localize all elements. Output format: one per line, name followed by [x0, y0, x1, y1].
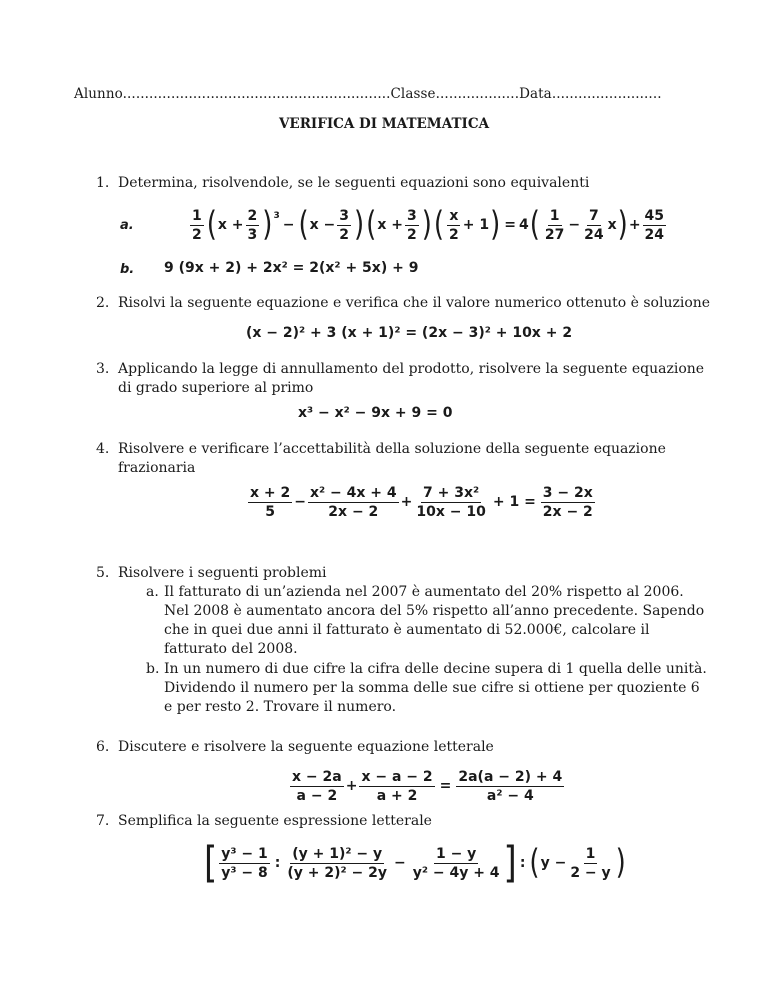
problem-text: e per resto 2. Trovare il numero. [164, 699, 397, 715]
question-5 [96, 564, 327, 583]
page-title: VERIFICA DI MATEMATICA [278, 116, 490, 132]
question-text: Applicando la legge di annullamento del prodotto, risolvere la seguente equazione [118, 361, 705, 377]
question-number: 3. [96, 361, 110, 377]
question-number: 6. [96, 739, 110, 755]
problem-a [146, 583, 704, 659]
expression-7: [ $\frac{\text{y³ − 1}}{\text{y³ − 8}}$ : $\frac{\text{(y + 1)² − y}}{\text{(y + 2)² − 2y}}$ − $\frac{1 - y}{\text{y² − 4y + 4}}$ ] : ( y − $\frac{1}{2 - y}$ ) [204, 838, 626, 888]
item-label: a. [146, 584, 159, 600]
item-label: b. [120, 262, 135, 277]
question-text: Risolvere e verificare l’accettabilità della soluzione della seguente equazione [118, 441, 666, 457]
student-info-line: Alunno.............................................................Classe...................Data......................... [74, 86, 662, 102]
item-label: a. [120, 218, 134, 233]
problem-text: In un numero di due cifre la cifra delle decine supera di 1 quella delle unità. [164, 661, 707, 677]
question-3 [96, 360, 704, 398]
problem-text: Nel 2008 è aumentato ancora del 5% rispetto all’anno precedente. Sapendo [164, 603, 705, 619]
question-number: 2. [96, 295, 110, 311]
problem-b [146, 660, 707, 717]
question-number: 7. [96, 813, 110, 829]
question-2 [96, 294, 710, 313]
question-text: Discutere e risolvere la seguente equazione letterale [118, 739, 494, 755]
question-number: 4. [96, 441, 110, 457]
question-text: di grado superiore al primo [118, 380, 314, 396]
question-4 [96, 440, 666, 478]
problem-text: Il fatturato di un’azienda nel 2007 è aumentato del 20% rispetto al 2006. [164, 584, 684, 600]
question-text: Determina, risolvendole, se le seguenti equazioni sono equivalenti [118, 175, 590, 191]
equation-2: (x − 2)² + 3 (x + 1)² = (2x − 3)² + 10x + 2 [246, 325, 573, 341]
question-number: 5. [96, 565, 110, 581]
equation-1b: 9 (9x + 2) + 2x² = 2(x² + 5x) + 9 [164, 260, 419, 276]
equation-3: x³ − x² − 9x + 9 = 0 [298, 405, 453, 421]
question-text: Risolvere i seguenti problemi [118, 565, 327, 581]
question-7 [96, 812, 432, 831]
problem-text: fatturato del 2008. [164, 641, 298, 657]
question-text: Risolvi la seguente equazione e verifica che il valore numerico ottenuto è soluzione [118, 295, 711, 311]
question-6 [96, 738, 494, 757]
question-number: 1. [96, 175, 110, 191]
question-text: frazionaria [118, 460, 196, 476]
question-1 [96, 174, 589, 193]
question-text: Semplifica la seguente espressione letterale [118, 813, 432, 829]
equation-4: $\frac{x + 2}{5}$ − $\frac{\text{x² − 4x + 4}}{2x - 2}$ + $\frac{\text{7 + 3x²}}{10x - 10}$ + 1 = $\frac{3 - 2x}{2x - 2}$ [250, 484, 593, 520]
item-label: b. [146, 661, 160, 677]
problem-text: Dividendo il numero per la somma delle sue cifre si ottiene per quoziente 6 [164, 680, 700, 696]
equation-6: $\frac{x - 2a}{a - 2}$ + $\frac{x - a - 2}{a + 2}$ = $\frac{2a(a - 2) + 4}{\text{a² − 4}}$ [292, 768, 563, 804]
problem-text: che in quei due anni il fatturato è aumentato di 52.000€, calcolare il [164, 622, 650, 638]
equation-1a: $\frac{1}{2}$ ( x + $\frac{2}{3}$ ) $^3$ − ( x − $\frac{3}{2}$ ) ( x + $\frac{3}{2}$ ) ( $\frac{x}{2}$ + 1 ) = 4 ( $\frac{1}{27}$ − $\frac{7}{24}$ x ) + $\frac{45}{24}$ [192, 205, 665, 245]
